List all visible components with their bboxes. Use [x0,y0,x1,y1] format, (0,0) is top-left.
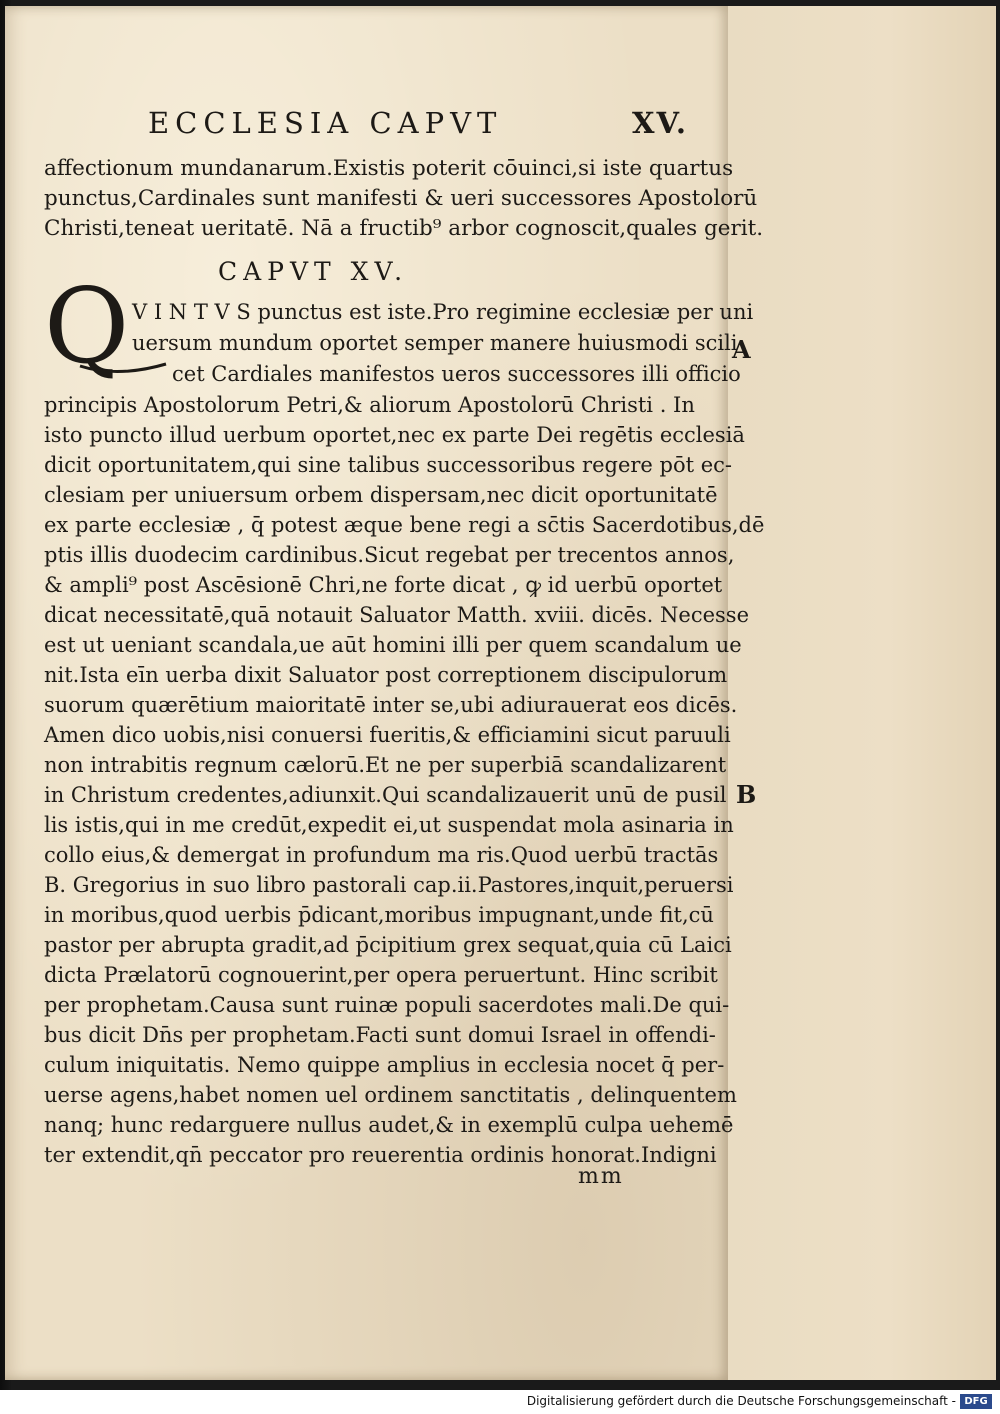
margin-letter-a: A [732,335,751,364]
page-fore-edge [728,6,996,1380]
running-head-title: ECCLESIA CAPVT [148,106,503,140]
chapter-heading: CAPVT XV. [218,257,409,286]
text-line: Amen dico uobis,nisi conuersi fueritis,& efficiamini sicut paruuli [44,723,731,747]
margin-letter-b: B [736,780,757,809]
text-line: pastor per abrupta gradit,ad p̄cipitium grex sequat,quia cū Laici [44,933,732,957]
text-line: culum iniquitatis. Nemo quippe amplius in ecclesia nocet q̄ per- [44,1053,725,1077]
funding-credit: Digitalisierung gefördert durch die Deutsche Forschungsgemeinschaft - [526,1394,956,1408]
text-line: collo eius,& demergat in profundum ma ris.Quod uerbū tractās [44,843,719,867]
text-line: Christi,teneat ueritatē. Nā a fructib⁹ arbor cognoscit,quales gerit. [44,216,764,241]
text-line: isto puncto illud uerbum oportet,nec ex parte Dei regētis ecclesiā [44,423,745,447]
text-line: uersum mundum oportet semper manere huiusmodi scili [132,331,738,355]
text-line: ex parte ecclesiæ , q̄ potest æque bene regi a sc̄tis Sacerdotibus,dē [44,513,765,537]
running-head [148,106,688,142]
drop-cap: Q [44,265,130,387]
text-line: ptis illis duodecim cardinibus.Sicut regebat per trecentos annos, [44,543,735,567]
text-line: in moribus,quod uerbis p̄dicant,moribus impugnant,unde fit,cū [44,903,714,927]
dfg-logo: DFG [960,1394,992,1409]
text-line: non intrabitis regnum cælorū.Et ne per superbiā scandalizarent [44,753,727,777]
text-line: V I N T V S punctus est iste.Pro regimine ecclesiæ per uni [132,300,754,324]
text-line: nanq; hunc redarguere nullus audet,& in exemplū culpa uehemē [44,1113,734,1137]
text-line: & ampli⁹ post Ascēsionē Chri,ne forte dicat , ꝙ id uerbū oportet [44,573,723,597]
footer-bar [0,1390,1000,1414]
text-line: dicit oportunitatem,qui sine talibus successoribus regere pōt ec- [44,453,733,477]
text-line: nit.Ista eīn uerba dixit Saluator post correptionem discipulorum [44,663,728,687]
text-line: dicat necessitatē,quā notauit Saluator Matth. xviii. dicēs. Necesse [44,603,750,627]
text-line: principis Apostolorum Petri,& aliorum Apostolorū Christi . In [44,393,695,417]
signature-mark: mm [578,1164,624,1189]
text-line: punctus,Cardinales sunt manifesti & ueri successores Apostolorū [44,186,758,211]
text-line: affectionum mundanarum.Existis poterit cōuinci,si iste quartus [44,156,734,181]
text-line: cet Cardiales manifestos ueros successores illi officio [172,362,741,386]
text-line: ter extendit,qn̄ peccator pro reuerentia ordinis honorat.Indigni [44,1143,717,1167]
text-line: B. Gregorius in suo libro pastorali cap.ii.Pastores,inquit,peruersi [44,873,734,897]
text-line: suorum quærētium maioritatē inter se,ubi adiurauerat eos dicēs. [44,693,738,717]
text-line: uerse agens,habet nomen uel ordinem sanctitatis , delinquentem [44,1083,737,1107]
text-line: dicta Prælatorū cognouerint,per opera peruertunt. Hinc scribit [44,963,718,987]
text-line: per prophetam.Causa sunt ruinæ populi sacerdotes mali.De qui- [44,993,730,1017]
text-line: clesiam per uniuersum orbem dispersam,nec dicit oportunitatē [44,483,718,507]
text-line: est ut ueniant scandala,ue aūt homini illi per quem scandalum ue [44,633,742,657]
running-head-chapter: XV. [631,106,688,140]
text-line: in Christum credentes,adiunxit.Qui scandalizauerit unū de pusil [44,783,727,807]
text-line: lis istis,qui in me credūt,expedit ei,ut suspendat mola asinaria in [44,813,734,837]
text-line: bus dicit Dn̄s per prophetam.Facti sunt domui Israel in offendi- [44,1023,716,1047]
drop-cap-flourish [78,360,168,376]
